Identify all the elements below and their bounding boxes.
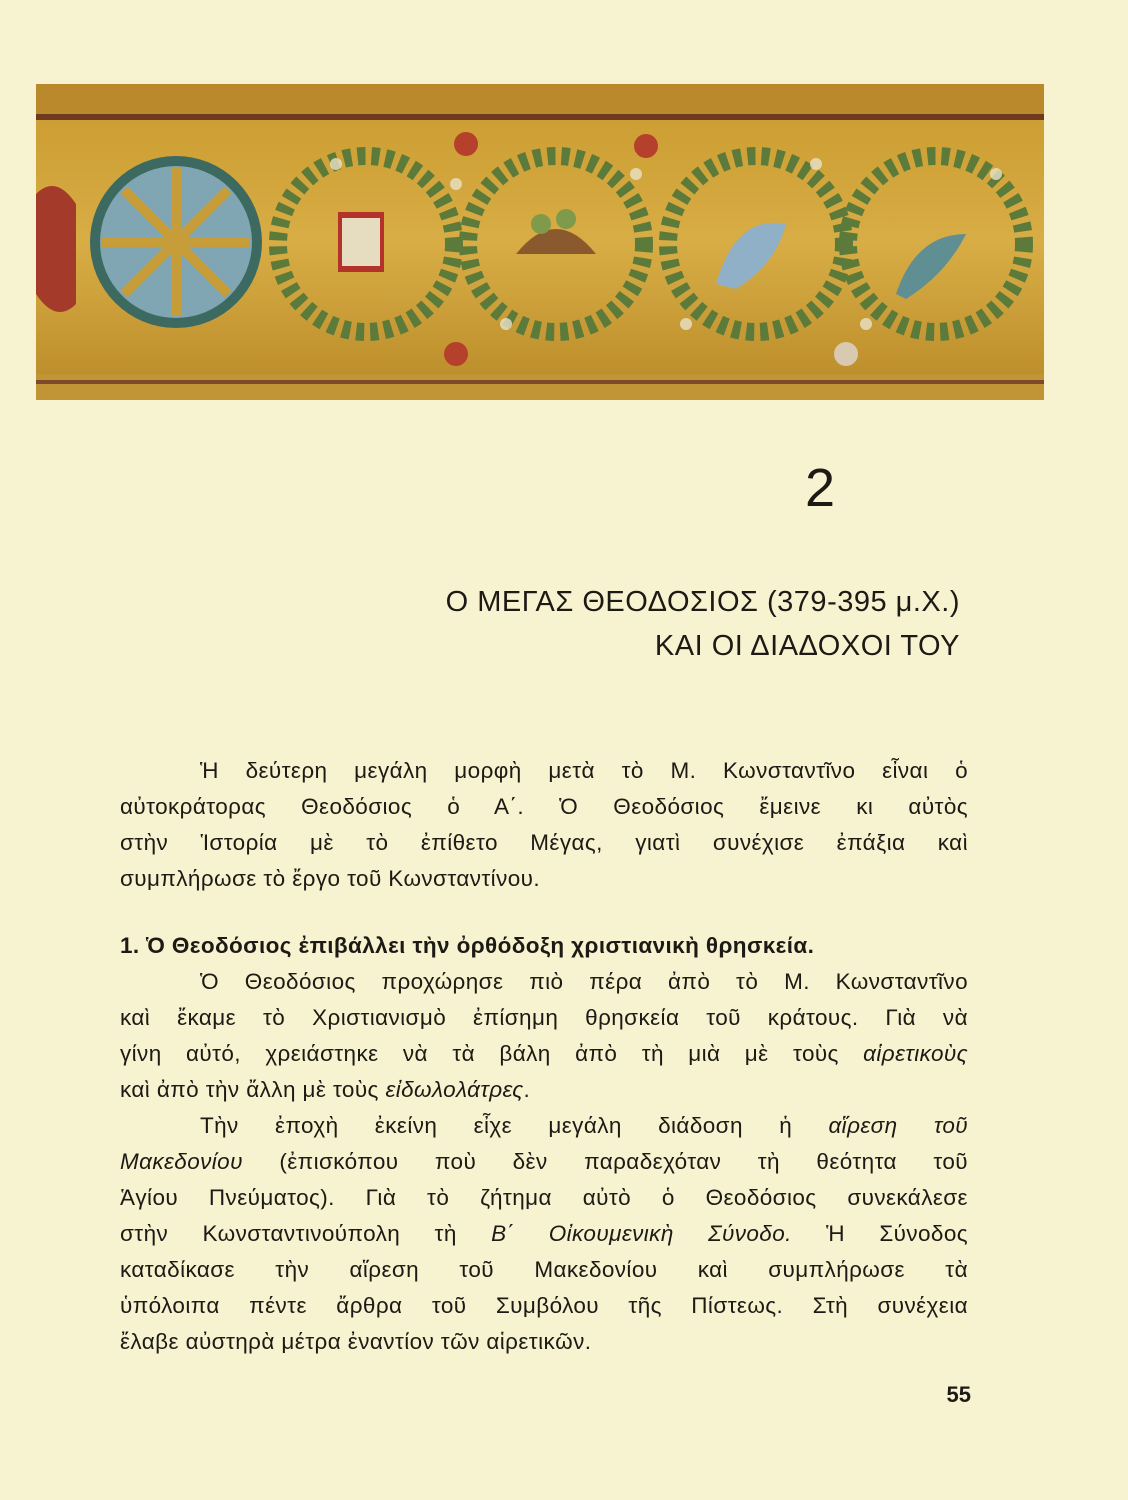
text-line: ὑπόλοιπα πέντε ἄρθρα τοῦ Συμβόλου τῆς Πίστεως. Στὴ συνέχεια [120,1293,968,1318]
section-paragraph-2 [120,1108,968,1360]
text-line: καὶ ἔκαμε τὸ Χριστιανισμὸ ἐπίσημη θρησκεία τοῦ κράτους. Γιὰ νὰ [120,1005,968,1030]
intro-paragraph [120,753,968,897]
italic-term: Μακεδονίου [120,1149,243,1174]
italic-term: αἵρεση τοῦ [828,1113,968,1138]
byzantine-mosaic-band-icon [36,84,1044,400]
text-line: αὐτοκράτορας Θεοδόσιος ὁ Α΄. Ὁ Θεοδόσιος ἔμεινε κι αὐτὸς [120,794,968,819]
italic-term: Β΄ Οἰκουμενικὴ Σύνοδο. [491,1221,792,1246]
section-heading: 1. Ὁ Θεοδόσιος ἐπιβάλλει τὴν ὀρθόδοξη χριστιανικὴ θρησκεία. [120,933,815,958]
text-run: Ἡ Σύνοδος [791,1221,969,1246]
italic-term: αἱρετικοὺς [863,1041,968,1066]
italic-term: εἰδωλολάτρες [385,1077,524,1102]
section-paragraph-1 [120,964,968,1108]
text-line [120,1036,968,1072]
text-line: Ὁ Θεοδόσιος προχώρησε πιὸ πέρα ἀπὸ τὸ Μ. Κωνσταντῖνο [200,969,968,994]
text-line [120,1216,968,1252]
chapter-title [260,580,960,668]
text-run: Τὴν ἐποχὴ ἐκείνη εἶχε μεγάλη διάδοση ἡ [200,1113,829,1138]
text-line [120,1072,968,1108]
text-run: (ἐπισκόπου ποὺ δὲν παραδεχόταν τὴ θεότητα τοῦ [242,1149,968,1174]
text-line: ἔλαβε αὐστηρὰ μέτρα ἐναντίον τῶν αἱρετικῶν. [120,1329,592,1354]
text-run: γίνη αὐτό, χρειάστηκε νὰ τὰ βάλη ἀπὸ τὴ μιὰ μὲ τοὺς [120,1041,864,1066]
text-run: καὶ ἀπὸ τὴν ἄλλη μὲ τοὺς [120,1077,386,1102]
text-line: Ἁγίου Πνεύματος). Γιὰ τὸ ζήτημα αὐτὸ ὁ Θεοδόσιος συνεκάλεσε [120,1185,968,1210]
page-number: 55 [946,1382,971,1407]
text-line: στὴν Ἱστορία μὲ τὸ ἐπίθετο Μέγας, γιατὶ συνέχισε ἐπάξια καὶ [120,830,968,855]
text-line: καταδίκασε τὴν αἵρεση τοῦ Μακεδονίου καὶ συμπλήρωσε τὰ [120,1257,968,1282]
text-line [120,1108,968,1144]
chapter-title-line: Ο ΜΕΓΑΣ ΘΕΟΔΟΣΙΟΣ (379-395 μ.Χ.) [445,586,960,618]
text-line: συμπλήρωσε τὸ ἔργο τοῦ Κωνσταντίνου. [120,866,540,891]
mosaic-header-image [36,84,1044,400]
text-run: . [523,1077,531,1102]
text-line [120,1144,968,1180]
chapter-title-line: ΚΑΙ ΟΙ ΔΙΑΔΟΧΟΙ ΤΟΥ [654,630,960,662]
text-line: Ἡ δεύτερη μεγάλη μορφὴ μετὰ τὸ Μ. Κωνσταντῖνο εἶναι ὁ [200,758,968,783]
text-run: στὴν Κωνσταντινούπολη τὴ [120,1221,492,1246]
chapter-number: 2 [804,458,836,518]
